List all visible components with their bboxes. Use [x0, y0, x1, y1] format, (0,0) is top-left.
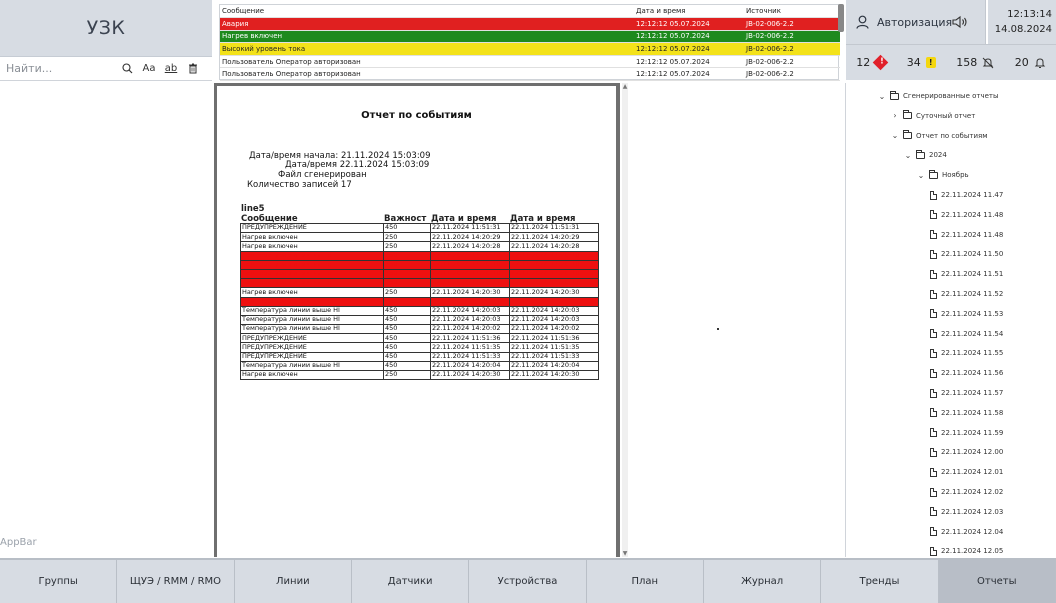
report-cell: 22.11.2024 14:20:17 — [510, 297, 599, 306]
report-cell: Температура линии выше HHI — [241, 260, 384, 269]
report-cell: Температура линии выше HI — [241, 361, 384, 370]
tree-item-file[interactable] — [930, 445, 1003, 459]
auth-label: Авторизация — [877, 15, 953, 29]
event-cell-datetime: 12:12:12 05.07.2024 — [634, 68, 744, 81]
chevron-right-icon[interactable]: › — [893, 111, 897, 121]
report-cell: 22.11.2024 14:20:17 — [510, 279, 599, 288]
nav-button[interactable]: Группы — [0, 560, 117, 603]
report-col-datetime-1: Дата и время — [431, 214, 497, 224]
report-cell: 22.11.2024 11:51:33 — [510, 352, 599, 361]
event-row[interactable] — [220, 18, 840, 31]
tree-item-file[interactable] — [930, 386, 1003, 400]
tree-item-file[interactable] — [930, 426, 1003, 440]
file-icon — [930, 448, 937, 457]
report-cell: 450 — [384, 334, 431, 343]
report-cell: 22.11.2024 14:20:30 — [431, 371, 510, 380]
report-row — [241, 343, 599, 352]
report-cell: 450 — [384, 343, 431, 352]
report-row — [241, 306, 599, 315]
nav-button[interactable]: ЩУЭ / RMM / RMO — [117, 560, 234, 603]
event-cell-source: JB-02-006-2.2 — [744, 18, 840, 31]
tree-item-label: 22.11.2024 11.47 — [941, 191, 1004, 199]
event-cell-message: Пользователь Оператор авторизован — [220, 55, 634, 68]
clock — [988, 0, 1056, 44]
scroll-up-icon[interactable]: ▲ — [622, 83, 628, 90]
report-cell: Нагрев включен — [241, 288, 384, 297]
nav-button[interactable]: Журнал — [704, 560, 821, 603]
report-row — [241, 325, 599, 334]
report-count-value: 17 — [340, 180, 352, 190]
file-icon — [930, 468, 937, 477]
whole-word-button[interactable]: ab — [164, 63, 178, 74]
report-cell: 22.11.2024 14:20:29 — [510, 233, 599, 242]
report-cell: 250 — [384, 371, 431, 380]
tree-item-file[interactable] — [930, 485, 1003, 499]
file-icon — [930, 507, 937, 516]
report-page — [217, 86, 616, 558]
nav-button[interactable]: План — [587, 560, 704, 603]
report-cell: 22.11.2024 11:51:35 — [510, 343, 599, 352]
report-cell: Температура линии выше HHI — [241, 279, 384, 288]
report-cell: 22.11.2024 14:20:03 — [431, 306, 510, 315]
column-header-message[interactable]: Сообщение — [220, 5, 634, 18]
tree-item-label: 22.11.2024 11.59 — [941, 428, 1004, 437]
report-cell: 750 — [384, 269, 431, 278]
folder-icon — [903, 132, 912, 139]
report-generated: Файл сгенерирован — [278, 170, 367, 180]
tree-item-file[interactable] — [930, 525, 1003, 539]
report-cell: 22.11.2024 14:20:03 — [510, 315, 599, 324]
file-icon — [930, 191, 937, 200]
warning-icon: ! — [926, 57, 936, 68]
file-icon — [930, 250, 937, 259]
event-header-row — [220, 5, 840, 18]
event-log-scrollbar[interactable] — [838, 4, 844, 32]
app-title: УЗК — [86, 17, 126, 39]
tree-item-file[interactable] — [930, 247, 1003, 261]
report-table — [240, 223, 599, 380]
tree-item-label: 22.11.2024 11.48 — [941, 210, 1004, 219]
report-row — [241, 260, 599, 269]
notification-counter[interactable] — [1015, 56, 1046, 69]
event-row[interactable] — [220, 55, 840, 68]
tree-item-label: 22.11.2024 11.48 — [941, 230, 1004, 239]
muted-counter[interactable] — [956, 56, 994, 69]
file-icon — [930, 408, 937, 417]
report-cell: 450 — [384, 352, 431, 361]
tree-item-label: 22.11.2024 12.04 — [941, 527, 1004, 536]
bell-off-icon — [982, 57, 994, 69]
report-cell: 22.11.2024 14:20:18 — [431, 251, 510, 260]
report-cell: 750 — [384, 279, 431, 288]
tree-item-file[interactable] — [930, 505, 1003, 519]
notification-count: 20 — [1014, 56, 1029, 69]
event-row[interactable] — [220, 30, 840, 43]
file-icon — [930, 547, 937, 556]
tree-item-label: Отчет по событиям — [916, 131, 988, 140]
report-cell: 22.11.2024 14:20:28 — [510, 242, 599, 251]
nav-button[interactable]: Линии — [235, 560, 352, 603]
user-icon — [856, 15, 869, 29]
report-cell: 22.11.2024 14:20:28 — [431, 242, 510, 251]
tree-item-file[interactable] — [930, 267, 1003, 281]
report-cell: 22.11.2024 11:51:36 — [431, 334, 510, 343]
file-icon — [930, 369, 937, 378]
tree-item-label: 22.11.2024 11.51 — [941, 270, 1004, 279]
report-cell: 750 — [384, 297, 431, 306]
tree-item-label: 22.11.2024 11.56 — [941, 369, 1004, 378]
file-icon — [930, 488, 937, 497]
scroll-down-icon[interactable]: ▼ — [622, 550, 628, 557]
alarm-count: 12 — [856, 56, 871, 69]
report-start-label: Дата/время начала: — [249, 151, 339, 161]
report-cell: 22.11.2024 11:51:31 — [431, 224, 510, 233]
event-cell-source: JB-02-006-2.2 — [744, 55, 840, 68]
report-cell: 250 — [384, 242, 431, 251]
report-row — [241, 288, 599, 297]
report-cell: Нагрев включен — [241, 371, 384, 380]
reports-tree — [862, 89, 1056, 557]
tree-item-label: 22.11.2024 12.00 — [941, 448, 1004, 457]
folder-icon — [890, 93, 899, 100]
report-cell: 22.11.2024 11:51:31 — [510, 224, 599, 233]
tree-item-file[interactable] — [930, 346, 1003, 360]
column-header-datetime[interactable]: Дата и время — [634, 5, 744, 18]
tree-item-folder[interactable] — [891, 129, 988, 143]
tree-item-label: 22.11.2024 11.50 — [941, 250, 1004, 259]
report-cell: 22.11.2024 14:20:02 — [510, 325, 599, 334]
event-cell-datetime: 12:12:12 05.07.2024 — [634, 18, 744, 31]
tree-item-file[interactable] — [930, 188, 1003, 202]
nav-button[interactable]: Датчики — [352, 560, 469, 603]
nav-button[interactable]: Тренды — [821, 560, 938, 603]
tree-item-label: 22.11.2024 11.53 — [941, 309, 1004, 318]
report-start-value: 21.11.2024 15:03:09 — [340, 151, 431, 161]
file-icon — [930, 329, 937, 338]
tree-item-folder[interactable] — [891, 109, 975, 123]
report-row — [241, 269, 599, 278]
report-cell: 22.11.2024 14:20:30 — [431, 288, 510, 297]
event-cell-source: JB-02-006-2.2 — [744, 30, 840, 43]
report-cell: 22.11.2024 14:20:03 — [510, 306, 599, 315]
event-cell-message: Нагрев включен — [220, 30, 634, 43]
event-cell-message: Авария — [220, 18, 634, 31]
report-cell: 22.11.2024 14:20:17 — [431, 279, 510, 288]
event-row[interactable] — [220, 43, 840, 56]
tree-item-file[interactable] — [930, 406, 1003, 420]
event-cell-source: JB-02-006-2.2 — [744, 68, 840, 81]
speaker-icon[interactable] — [948, 10, 972, 34]
report-cell: 450 — [384, 224, 431, 233]
report-cell: 22.11.2024 11:51:36 — [510, 334, 599, 343]
tree-item-file[interactable] — [930, 327, 1003, 341]
report-cell: 22.11.2024 14:20:18 — [431, 269, 510, 278]
tree-item-file[interactable] — [930, 307, 1003, 321]
file-icon — [930, 349, 937, 358]
file-icon — [930, 270, 937, 279]
tree-item-label: 22.11.2024 11.57 — [941, 389, 1004, 397]
alarm-icon — [873, 55, 889, 71]
tree-item-folder[interactable] — [878, 89, 999, 103]
file-icon — [930, 527, 937, 536]
tree-item-label: 22.11.2024 11.54 — [941, 329, 1004, 338]
report-row — [241, 371, 599, 380]
report-row — [241, 352, 599, 361]
report-cell: 450 — [384, 315, 431, 324]
tree-item-label: Суточный отчет — [916, 111, 976, 120]
report-col-message: Сообщение — [241, 214, 298, 224]
report-scrollbar[interactable] — [622, 83, 628, 557]
tree-item-label: 22.11.2024 12.01 — [941, 468, 1004, 477]
report-cell: 22.11.2024 14:20:03 — [431, 315, 510, 324]
search-input[interactable] — [6, 62, 116, 75]
event-cell-source: JB-02-006-2.2 — [744, 43, 840, 56]
warning-counter[interactable] — [907, 56, 936, 69]
file-icon — [930, 309, 937, 318]
muted-count: 158 — [956, 56, 978, 69]
report-title: Отчет по событиям — [361, 110, 472, 121]
chevron-down-icon[interactable]: ⌄ — [904, 150, 912, 160]
report-cell: Температура линии выше HI — [241, 315, 384, 324]
report-col-importance: Важност — [384, 214, 427, 224]
report-cell: Температура линии выше HI — [241, 306, 384, 315]
report-cell: 22.11.2024 14:20:30 — [510, 371, 599, 380]
report-cell: 750 — [384, 251, 431, 260]
report-end-row — [285, 160, 429, 170]
tree-item-file[interactable] — [930, 366, 1003, 380]
report-cell: 22.11.2024 14:20:02 — [431, 325, 510, 334]
chevron-down-icon[interactable]: ⌄ — [891, 131, 899, 141]
status-counters — [846, 44, 1056, 80]
chevron-down-icon[interactable]: ⌄ — [878, 91, 886, 101]
panel-divider — [845, 83, 846, 557]
report-cell: ПРЕДУПРЕЖДЕНИЕ — [241, 352, 384, 361]
report-cell: 22.11.2024 14:20:04 — [510, 361, 599, 370]
report-cell: 22.11.2024 14:20:18 — [431, 260, 510, 269]
report-cell: Температура линии выше HHI — [241, 251, 384, 260]
report-cell: ПРЕДУПРЕЖДЕНИЕ — [241, 343, 384, 352]
report-cell: 22.11.2024 14:20:18 — [510, 260, 599, 269]
report-end-label: Дата/время — [285, 160, 338, 170]
report-cell: 750 — [384, 260, 431, 269]
tree-item-label: 22.11.2024 11.55 — [941, 349, 1004, 358]
report-cell: 22.11.2024 14:20:04 — [431, 361, 510, 370]
tree-item-label: 2024 — [929, 151, 947, 160]
tree-item-file[interactable] — [930, 465, 1003, 479]
nav-button[interactable]: Устройства — [469, 560, 586, 603]
app-title-panel — [0, 0, 212, 57]
tree-item-label: Сгенерированные отчеты — [903, 92, 999, 100]
report-row — [241, 279, 599, 288]
report-cell: 22.11.2024 14:20:18 — [510, 251, 599, 260]
clock-time: 12:13:14 — [1007, 9, 1052, 20]
tree-item-label: Ноябрь — [942, 171, 969, 180]
match-case-button[interactable]: Aa — [142, 63, 156, 74]
nav-button[interactable]: Отчеты — [939, 560, 1056, 603]
event-cell-message: Пользователь Оператор авторизован — [220, 68, 634, 81]
event-cell-datetime: 12:12:12 05.07.2024 — [634, 55, 744, 68]
tree-item-label: 22.11.2024 12.03 — [941, 507, 1004, 516]
report-cell: Нагрев включен — [241, 242, 384, 251]
report-row — [241, 361, 599, 370]
report-cell: 22.11.2024 11:51:33 — [431, 352, 510, 361]
event-cell-message: Высокий уровень тока — [220, 43, 634, 56]
report-line-name: line5 — [241, 204, 265, 214]
report-row — [241, 297, 599, 306]
report-cell: 250 — [384, 233, 431, 242]
tree-item-file[interactable] — [930, 208, 1003, 222]
report-count-label: Количество записей — [247, 180, 339, 190]
event-cell-datetime: 12:12:12 05.07.2024 — [634, 30, 744, 43]
warning-count: 34 — [906, 56, 921, 69]
event-cell-datetime: 12:12:12 05.07.2024 — [634, 43, 744, 56]
tree-item-label: 22.11.2024 12.02 — [941, 488, 1004, 496]
report-row — [241, 315, 599, 324]
file-icon — [930, 210, 937, 219]
report-cell: Температура линии выше HHI — [241, 269, 384, 278]
report-cell: Температура линии выше HHI — [241, 297, 384, 306]
report-count-row — [247, 180, 352, 190]
file-icon — [930, 230, 937, 239]
tree-item-folder[interactable] — [917, 168, 969, 182]
tree-item-label: 22.11.2024 11.52 — [941, 290, 1004, 298]
tree-item-file[interactable] — [930, 287, 1003, 301]
bottom-navigation — [0, 558, 1056, 603]
column-header-source[interactable]: Источник — [744, 5, 840, 18]
report-cell: 450 — [384, 306, 431, 315]
tree-item-file[interactable] — [930, 544, 1003, 557]
report-cell: ПРЕДУПРЕЖДЕНИЕ — [241, 224, 384, 233]
report-cell: 250 — [384, 288, 431, 297]
report-col-datetime-2: Дата и время — [510, 214, 576, 224]
event-log-table — [219, 4, 839, 80]
report-cell: 22.11.2024 11:51:35 — [431, 343, 510, 352]
report-row — [241, 233, 599, 242]
report-cell: 22.11.2024 14:20:29 — [431, 233, 510, 242]
folder-icon — [903, 112, 912, 119]
report-cell: 22.11.2024 14:20:30 — [510, 288, 599, 297]
report-row — [241, 334, 599, 343]
tree-item-file[interactable] — [930, 228, 1003, 242]
search-icon[interactable] — [116, 58, 138, 80]
alarm-counter[interactable] — [856, 56, 886, 69]
tree-item-folder[interactable] — [904, 148, 947, 162]
stray-dot — [717, 328, 719, 330]
chevron-down-icon[interactable]: ⌄ — [917, 170, 925, 180]
search-bar — [0, 57, 212, 81]
report-cell: Температура линии выше HI — [241, 325, 384, 334]
folder-icon — [916, 152, 925, 159]
report-end-value: 22.11.2024 15:03:09 — [339, 160, 430, 170]
file-icon — [930, 290, 937, 299]
report-row — [241, 224, 599, 233]
report-row — [241, 242, 599, 251]
tree-item-label: 22.11.2024 11.58 — [941, 408, 1004, 417]
report-cell: ПРЕДУПРЕЖДЕНИЕ — [241, 334, 384, 343]
clock-date: 14.08.2024 — [994, 24, 1052, 35]
trash-icon[interactable] — [182, 58, 204, 80]
report-cell: 450 — [384, 325, 431, 334]
folder-icon — [929, 172, 938, 179]
report-cell: 22.11.2024 14:20:18 — [510, 269, 599, 278]
report-cell: 22.11.2024 14:20:17 — [431, 297, 510, 306]
report-row — [241, 251, 599, 260]
appbar-label: AppBar — [0, 537, 37, 548]
report-cell: Нагрев включен — [241, 233, 384, 242]
tree-item-label: 22.11.2024 12.05 — [941, 547, 1004, 556]
event-row[interactable] — [220, 68, 840, 81]
report-cell: 450 — [384, 361, 431, 370]
file-icon — [930, 428, 937, 437]
file-icon — [930, 389, 937, 398]
bell-icon — [1034, 57, 1046, 69]
